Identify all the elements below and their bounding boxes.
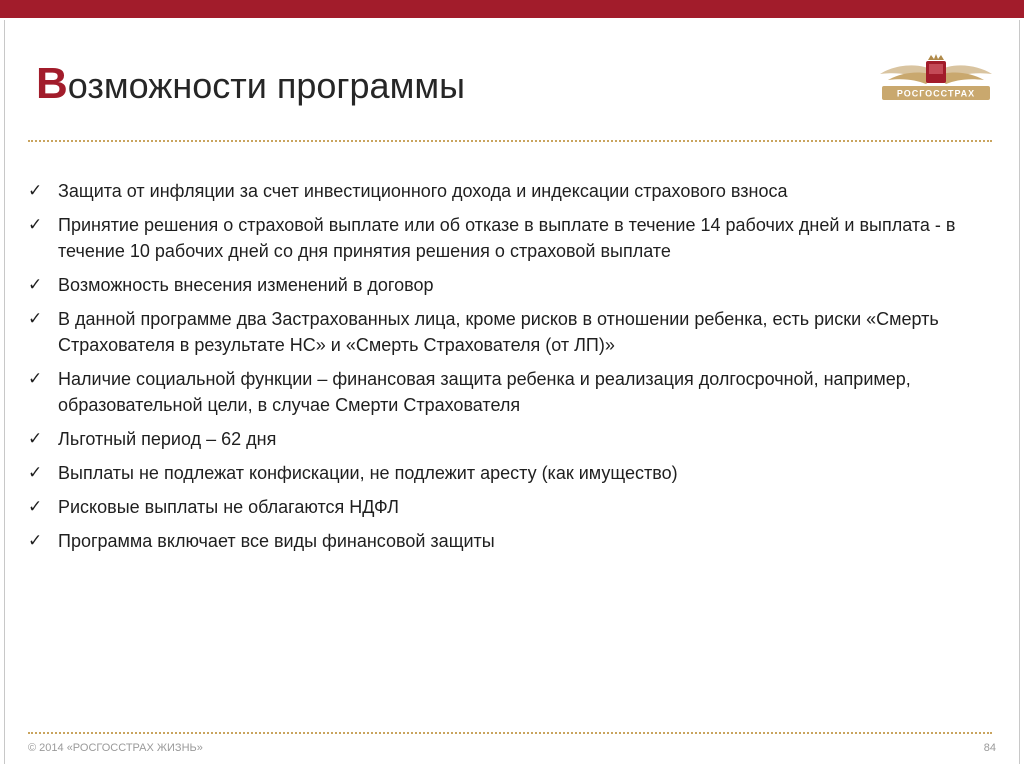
footer-copyright: © 2014 «РОСГОССТРАХ ЖИЗНЬ»	[28, 742, 203, 754]
check-icon: ✓	[28, 181, 43, 201]
list-item	[28, 212, 1008, 264]
bullet-text: Льготный период – 62 дня	[58, 429, 277, 449]
list-item	[28, 426, 1008, 452]
check-icon: ✓	[28, 531, 43, 551]
rosgosstrakh-logo	[876, 52, 996, 106]
check-icon: ✓	[28, 309, 43, 329]
bullet-text: Защита от инфляции за счет инвестиционного дохода и индексации страхового взноса	[58, 181, 788, 201]
footer-divider	[28, 732, 992, 734]
list-item	[28, 272, 1008, 298]
check-icon: ✓	[28, 275, 43, 295]
list-item	[28, 494, 1008, 520]
bullet-list	[28, 178, 1008, 562]
check-icon: ✓	[28, 497, 43, 517]
list-item	[28, 178, 1008, 204]
bullet-text: Принятие решения о страховой выплате или об отказе в выплате в течение 14 рабочих дней и выплата - в течение 10 рабочих дней со дня принятия решения о страховой выплате	[58, 215, 956, 261]
list-item	[28, 306, 1008, 358]
list-item	[28, 528, 1008, 554]
list-item	[28, 460, 1008, 486]
check-icon: ✓	[28, 463, 43, 483]
check-icon: ✓	[28, 369, 43, 389]
check-icon: ✓	[28, 215, 43, 235]
logo-text: РОСГОССТРАХ	[896, 88, 976, 99]
page-number: 84	[983, 742, 996, 754]
check-icon: ✓	[28, 429, 43, 449]
list-item	[28, 366, 1008, 418]
bullet-text: Программа включает все виды финансовой защиты	[58, 531, 495, 551]
bullet-text: Возможность внесения изменений в договор	[58, 275, 434, 295]
slide-title	[36, 58, 465, 111]
top-brand-bar	[0, 0, 1024, 18]
bullet-text: Выплаты не подлежат конфискации, не подлежит аресту (как имущество)	[58, 463, 678, 483]
bullet-text: Рисковые выплаты не облагаются НДФЛ	[58, 497, 399, 517]
title-initial-letter: В	[36, 59, 68, 108]
bullet-text: Наличие социальной функции – финансовая защита ребенка и реализация долгосрочной, например, образовательной цели, в случае Смерти Страхователя	[58, 369, 911, 415]
title-text: озможности программы	[67, 65, 465, 106]
bullet-text: В данной программе два Застрахованных лица, кроме рисков в отношении ребенка, есть риски «Смерть Страхователя в результате НС» и «Смерть Страхователя (от ЛП)»	[58, 309, 939, 355]
title-divider	[28, 140, 992, 142]
